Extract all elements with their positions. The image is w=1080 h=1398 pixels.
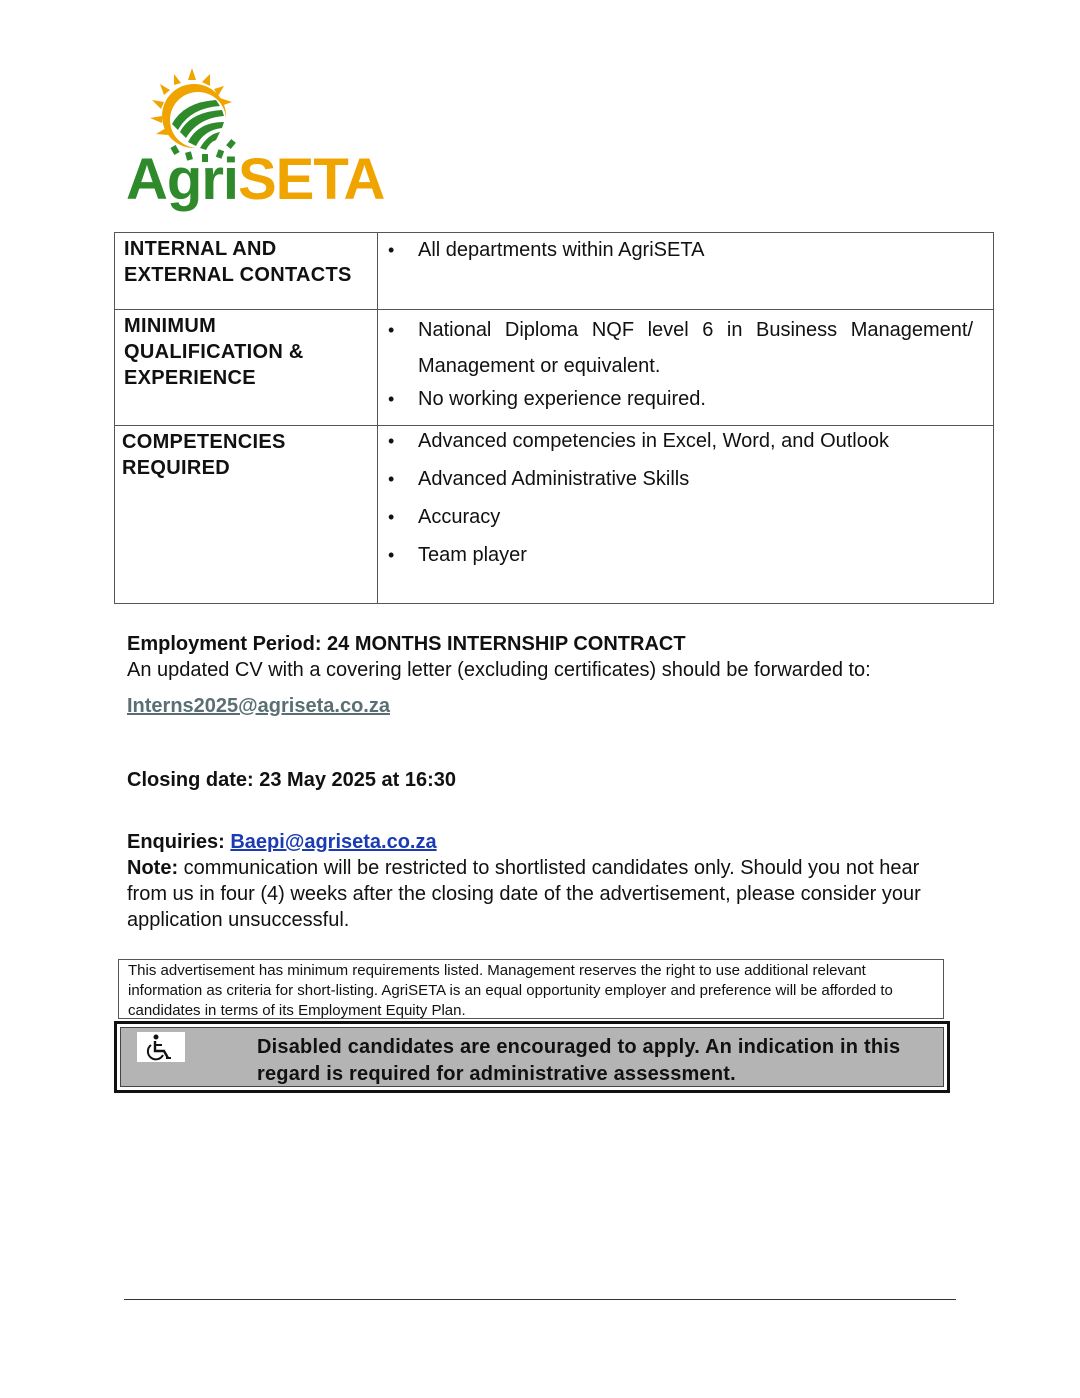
label-line: EXPERIENCE — [124, 367, 256, 389]
label-line: QUALIFICATION & — [124, 341, 304, 363]
disabled-line: Disabled candidates are encouraged to apply. An indication in this — [257, 1036, 901, 1058]
bullet-list — [378, 233, 993, 263]
label-line: REQUIRED — [122, 457, 230, 479]
disabled-line: regard is required for administrative assessment. — [257, 1063, 736, 1085]
bullet-list — [378, 310, 993, 412]
note-label: Note: — [127, 857, 179, 879]
wheelchair-icon — [137, 1032, 185, 1062]
requirements-table — [114, 232, 994, 604]
enquiries-line — [127, 829, 962, 855]
cv-email-link[interactable]: Interns2025@agriseta.co.za — [127, 695, 390, 717]
note-paragraph — [127, 855, 962, 933]
row-label-cell — [115, 310, 378, 426]
disabled-notice-inner — [120, 1027, 944, 1087]
bullet-list — [378, 426, 993, 568]
enquiries-label: Enquiries: — [127, 831, 225, 853]
list-item: • No working experience required. — [388, 386, 993, 412]
closing-date: Closing date: 23 May 2025 at 16:30 — [127, 769, 457, 791]
disclaimer-box: This advertisement has minimum requirements listed. Management reserves the right to use additional relevant information as criteria for short-listing. AgriSETA is an equal opportunity employer and preference will be afforded to candidates in terms of its Employment Equity Plan. — [118, 959, 944, 1019]
cv-instruction: An updated CV with a covering letter (excluding certificates) should be forwarded to: — [127, 659, 871, 681]
row-value-cell — [378, 233, 994, 310]
note-text: communication will be restricted to shortlisted candidates only. Should you not hear from us in four (4) weeks after the closing date of the advertisement, please consider your application unsuccessful. — [127, 857, 921, 931]
label-line: COMPETENCIES — [122, 431, 286, 453]
list-item: • Team player — [388, 542, 993, 568]
row-value-cell — [378, 310, 994, 426]
disabled-notice-text — [257, 1034, 937, 1088]
row-label — [115, 310, 377, 391]
row-label-cell — [115, 233, 378, 310]
row-label-cell — [115, 426, 378, 604]
label-line: MINIMUM — [124, 315, 217, 337]
row-label — [115, 426, 377, 481]
row-value-cell — [378, 426, 994, 604]
cv-email-line — [127, 693, 962, 719]
list-item: • All departments within AgriSETA — [388, 237, 993, 263]
logo-seta-text: SETA — [238, 147, 385, 212]
table-row — [115, 426, 994, 604]
list-item: • Advanced Administrative Skills — [388, 466, 993, 492]
table-row — [115, 310, 994, 426]
row-label — [115, 233, 377, 288]
list-item: • Advanced competencies in Excel, Word, and Outlook — [388, 428, 993, 454]
footer-divider — [124, 1299, 956, 1300]
agriseta-logo — [124, 66, 404, 216]
enquiries-email-link[interactable]: Baepi@agriseta.co.za — [230, 831, 437, 853]
disabled-notice-box — [114, 1021, 950, 1093]
label-line: EXTERNAL CONTACTS — [124, 264, 352, 286]
logo-agri-text: Agri — [126, 147, 238, 212]
employment-period: Employment Period: 24 MONTHS INTERNSHIP CONTRACT — [127, 633, 686, 655]
label-line: INTERNAL AND — [124, 238, 277, 260]
list-item: • Accuracy — [388, 504, 993, 530]
list-item: • National Diploma NQF level 6 in Business Management/ Management or equivalent. — [388, 312, 993, 384]
logo-wordmark — [126, 146, 384, 213]
table-row — [115, 233, 994, 310]
